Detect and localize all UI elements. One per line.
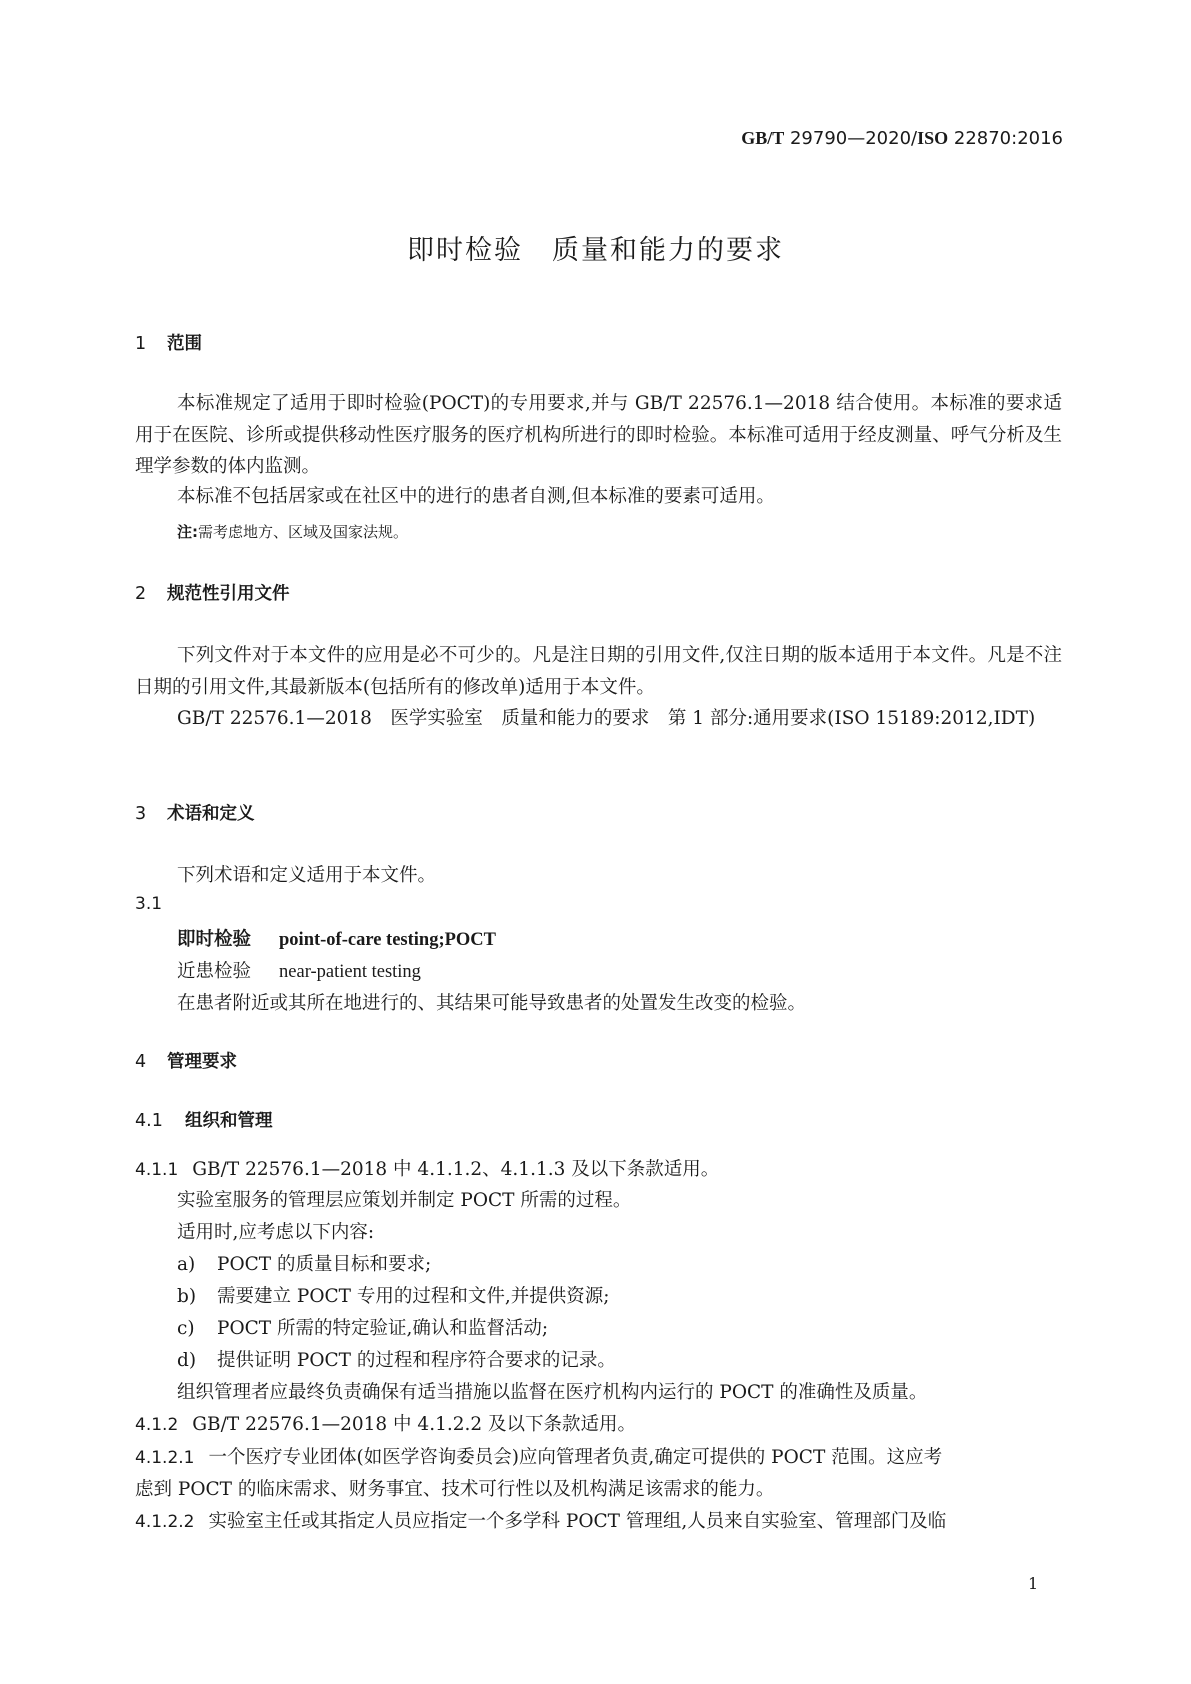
std-prefix: GB/T xyxy=(741,128,785,148)
list-item: b) 需要建立 POCT 专用的过程和文件,并提供资源; xyxy=(177,1286,610,1307)
section-3-intro: 下列术语和定义适用于本文件。 xyxy=(177,865,437,886)
clause-4-1-1-line-3: 组织管理者应最终负责确保有适当措施以监督在医疗机构内运行的 POCT 的准确性及质量。 xyxy=(177,1382,928,1403)
document-title: 即时检验 质量和能力的要求 xyxy=(407,235,784,266)
clause-4-1-2-1-continued: 虑到 POCT 的临床需求、财务事宜、技术可行性以及机构满足该需求的能力。 xyxy=(135,1479,775,1500)
list-item: a) POCT 的质量目标和要求; xyxy=(177,1254,432,1275)
subsection-4-1-heading xyxy=(135,1107,273,1132)
normative-reference: GB/T 22576.1—2018 医学实验室 质量和能力的要求 第 1 部分:通用要求(ISO 15189:2012,IDT) xyxy=(177,708,1036,729)
section-3-number: 3 xyxy=(135,804,147,824)
alt-term-chinese: 近患检验 xyxy=(177,961,252,982)
term-definition: 在患者附近或其所在地进行的、其结果可能导致患者的处置发生改变的检验。 xyxy=(177,993,807,1014)
clause-4-1-1-number: 4.1.1 xyxy=(135,1160,179,1180)
term-number: 3.1 xyxy=(135,894,163,914)
clause-4-1-1-line-1: 实验室服务的管理层应策划并制定 POCT 所需的过程。 xyxy=(177,1190,632,1211)
section-3-heading xyxy=(135,800,255,825)
section-1-note xyxy=(177,521,408,542)
section-2-number: 2 xyxy=(135,584,147,604)
clause-4-1-2-1 xyxy=(135,1443,942,1469)
section-2-heading xyxy=(135,580,290,605)
section-3-title: 术语和定义 xyxy=(167,804,255,824)
note-label: 注: xyxy=(177,523,198,541)
std-mid: 29790—2020/ xyxy=(784,128,918,149)
section-2-title: 规范性引用文件 xyxy=(167,584,290,604)
clause-4-1-2 xyxy=(135,1410,636,1436)
clause-4-1-2-1-number: 4.1.2.1 xyxy=(135,1448,195,1468)
clause-4-1-2-2-number: 4.1.2.2 xyxy=(135,1512,195,1532)
section-2-paragraph: 下列文件对于本文件的应用是必不可少的。凡是注日期的引用文件,仅注日期的版本适用于本文件。凡是不注日期的引用文件,其最新版本(包括所有的修改单)适用于本文件。 xyxy=(135,645,1062,698)
preferred-term xyxy=(177,925,496,951)
list-item: d) 提供证明 POCT 的过程和程序符合要求的记录。 xyxy=(177,1350,616,1371)
clause-4-1-2-2-text: 实验室主任或其指定人员应指定一个多学科 POCT 管理组,人员来自实验室、管理部门及临 xyxy=(208,1511,947,1532)
clause-4-1-2-number: 4.1.2 xyxy=(135,1415,179,1435)
clause-4-1-1 xyxy=(135,1155,719,1181)
section-4-title: 管理要求 xyxy=(167,1052,237,1072)
clause-4-1-2-text: GB/T 22576.1—2018 中 4.1.2.2 及以下条款适用。 xyxy=(192,1414,637,1435)
section-1-heading xyxy=(135,330,202,355)
section-1-paragraph-1: 本标准规定了适用于即时检验(POCT)的专用要求,并与 GB/T 22576.1—2018 结合使用。本标准的要求适用于在医院、诊所或提供移动性医疗服务的医疗机构所进行的即时检验。本标准可适用于经皮测量、呼气分析及生理学参数的体内监测。 xyxy=(135,393,1062,477)
term-english: point-of-care testing;POCT xyxy=(279,930,497,950)
clause-4-1-1-text: GB/T 22576.1—2018 中 4.1.1.2、4.1.1.3 及以下条款适用。 xyxy=(192,1159,720,1180)
section-4-heading xyxy=(135,1048,237,1073)
note-text: 需考虑地方、区域及国家法规。 xyxy=(198,523,409,541)
section-1-paragraph-2: 本标准不包括居家或在社区中的进行的患者自测,但本标准的要素可适用。 xyxy=(177,486,775,507)
clause-4-1-2-1-text: 一个医疗专业团体(如医学咨询委员会)应向管理者负责,确定可提供的 POCT 范围。这应考 xyxy=(208,1447,943,1468)
alt-term-english: near-patient testing xyxy=(279,962,421,982)
standard-number xyxy=(0,128,1063,149)
std-suffix: 22870:2016 xyxy=(948,128,1063,149)
clause-4-1-2-2 xyxy=(135,1507,946,1533)
term-chinese: 即时检验 xyxy=(177,929,252,950)
section-1-number: 1 xyxy=(135,334,147,354)
page-number: 1 xyxy=(1028,1574,1039,1593)
list-item: c) POCT 所需的特定验证,确认和监督活动; xyxy=(177,1318,549,1339)
section-4-number: 4 xyxy=(135,1052,147,1072)
std-iso: ISO xyxy=(917,128,949,148)
admitted-term xyxy=(177,957,421,983)
clause-4-1-1-line-2: 适用时,应考虑以下内容: xyxy=(177,1222,375,1243)
section-1-title: 范围 xyxy=(167,334,202,354)
subsection-4-1-number: 4.1 xyxy=(135,1111,163,1131)
subsection-4-1-title: 组织和管理 xyxy=(185,1111,273,1131)
